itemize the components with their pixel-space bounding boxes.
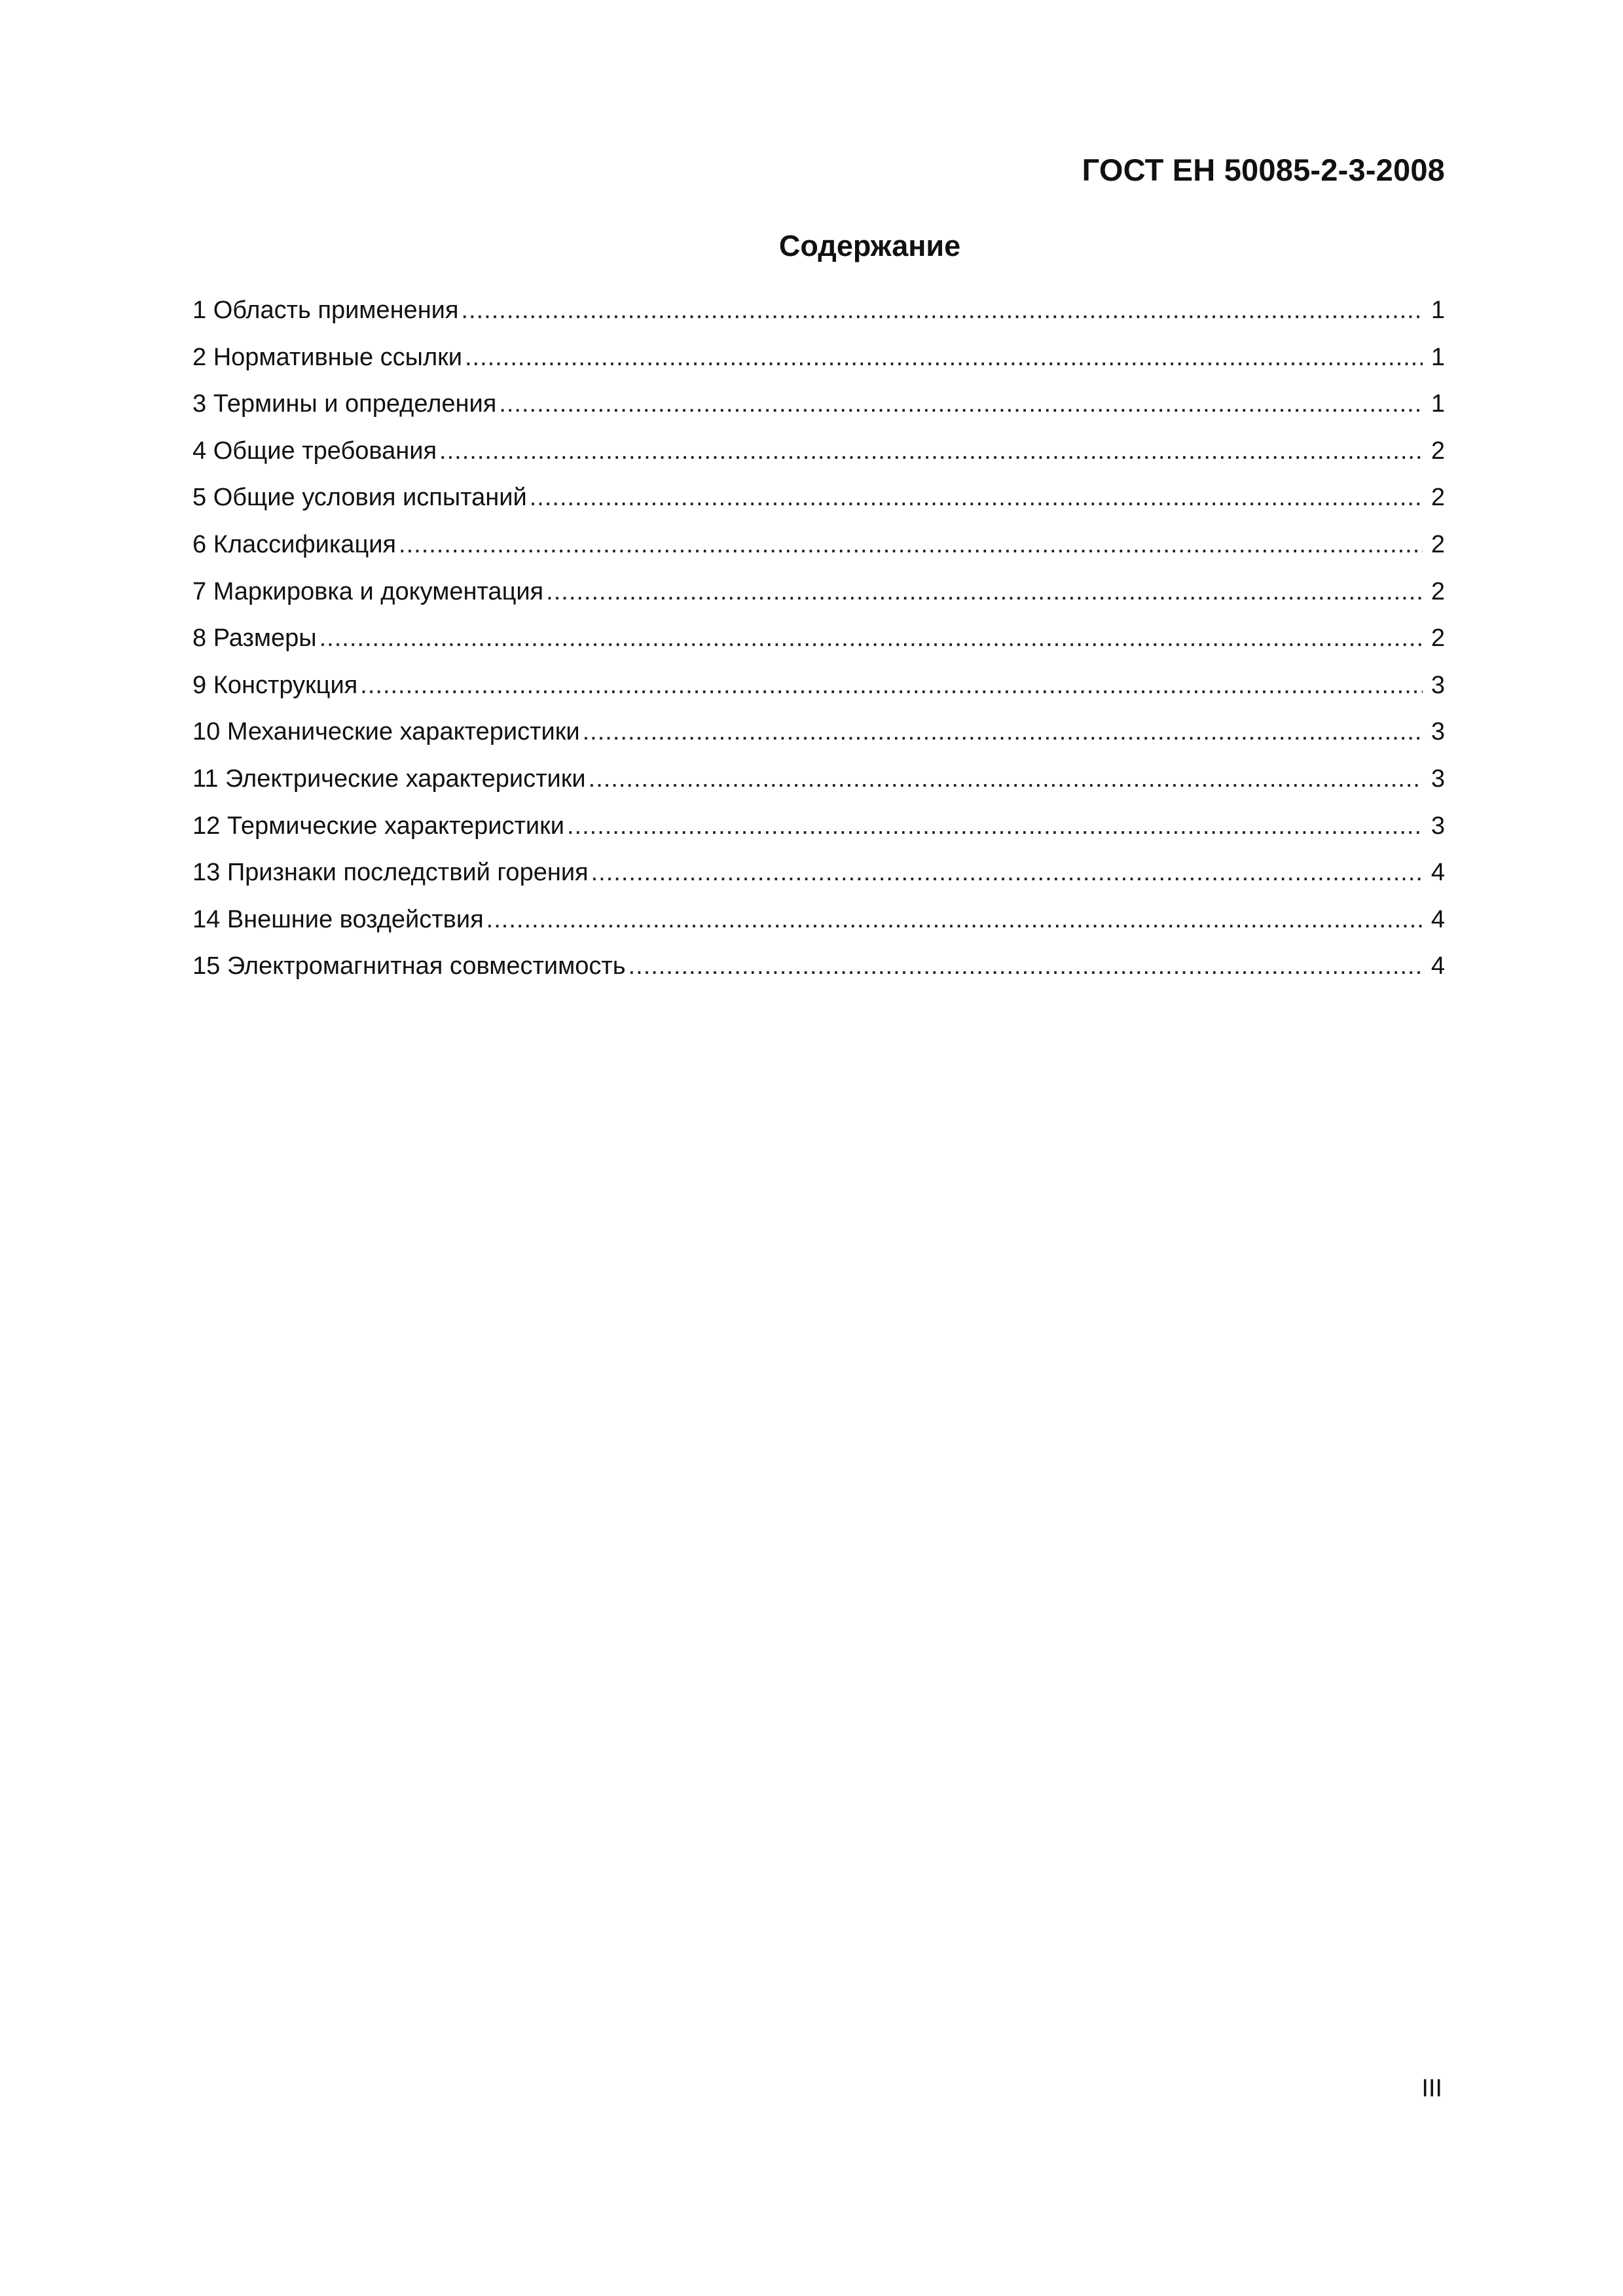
toc-entry-label: 7 Маркировка и документация (192, 577, 544, 605)
toc-dot-leader (591, 859, 1423, 887)
toc-entry-4[interactable] (192, 437, 1445, 484)
toc-entry-page: 2 (1431, 530, 1445, 558)
toc-entry-13[interactable] (192, 859, 1445, 906)
toc-entry-label: 12 Термические характеристики (192, 812, 564, 840)
toc-dot-leader (439, 437, 1423, 465)
toc-dot-leader (530, 484, 1423, 512)
toc-entry-12[interactable] (192, 812, 1445, 859)
toc-entry-label: 6 Классификация (192, 530, 397, 558)
toc-entry-1[interactable] (192, 296, 1445, 344)
toc-dot-leader (360, 672, 1423, 700)
toc-dot-leader (486, 906, 1423, 934)
toc-entry-page: 2 (1431, 484, 1445, 512)
toc-dot-leader (589, 765, 1423, 793)
toc-entry-label: 10 Механические характеристики (192, 718, 580, 746)
toc-entry-14[interactable] (192, 906, 1445, 953)
toc-entry-page: 2 (1431, 437, 1445, 465)
toc-entry-3[interactable] (192, 390, 1445, 437)
toc-dot-leader (499, 390, 1423, 418)
toc-entry-page: 1 (1431, 296, 1445, 324)
toc-entry-9[interactable] (192, 672, 1445, 719)
toc-entry-page: 3 (1431, 671, 1445, 699)
toc-entry-page: 1 (1431, 390, 1445, 418)
toc-dot-leader (319, 624, 1423, 653)
toc-entry-page: 2 (1431, 577, 1445, 605)
toc-entry-page: 4 (1431, 859, 1445, 887)
toc-entry-label: 5 Общие условия испытаний (192, 484, 527, 512)
toc-dot-leader (629, 952, 1423, 980)
toc-entry-label: 11 Электрические характеристики (192, 764, 586, 793)
toc-entry-6[interactable] (192, 531, 1445, 578)
toc-title: Содержание (778, 229, 961, 262)
toc-entry-11[interactable] (192, 765, 1445, 812)
toc-entry-label: 8 Размеры (192, 624, 317, 653)
document-code: ГОСТ ЕН 50085-2-3-2008 (1082, 152, 1445, 187)
toc-entry-page: 3 (1431, 812, 1445, 840)
toc-entry-page: 3 (1431, 718, 1445, 746)
toc-dot-leader (465, 344, 1423, 372)
toc-entry-8[interactable] (192, 624, 1445, 672)
toc-entry-10[interactable] (192, 718, 1445, 765)
toc-entry-page: 3 (1431, 764, 1445, 793)
toc-entry-page: 1 (1431, 343, 1445, 371)
toc-entry-label: 2 Нормативные ссылки (192, 343, 462, 371)
toc-entry-label: 14 Внешние воздействия (192, 905, 484, 933)
toc-entry-page: 4 (1431, 952, 1445, 980)
toc-dot-leader (546, 578, 1423, 606)
toc-dot-leader (583, 718, 1423, 746)
toc-dot-leader (567, 812, 1423, 840)
toc-entry-page: 2 (1431, 624, 1445, 653)
toc-entry-7[interactable] (192, 578, 1445, 625)
toc-dot-leader (461, 296, 1423, 325)
toc-entry-label: 4 Общие требования (192, 437, 437, 465)
page-number: III (1421, 2075, 1442, 2102)
toc-entry-label: 3 Термины и определения (192, 390, 497, 418)
toc-entry-15[interactable] (192, 952, 1445, 999)
toc-entry-page: 4 (1431, 905, 1445, 933)
table-of-contents (192, 296, 1445, 999)
toc-entry-5[interactable] (192, 484, 1445, 531)
toc-entry-2[interactable] (192, 344, 1445, 391)
toc-entry-label: 13 Признаки последствий горения (192, 859, 589, 887)
toc-entry-label: 15 Электромагнитная совместимость (192, 952, 626, 980)
toc-dot-leader (399, 531, 1423, 559)
toc-entry-label: 9 Конструкция (192, 671, 358, 699)
toc-entry-label: 1 Область применения (192, 296, 459, 324)
